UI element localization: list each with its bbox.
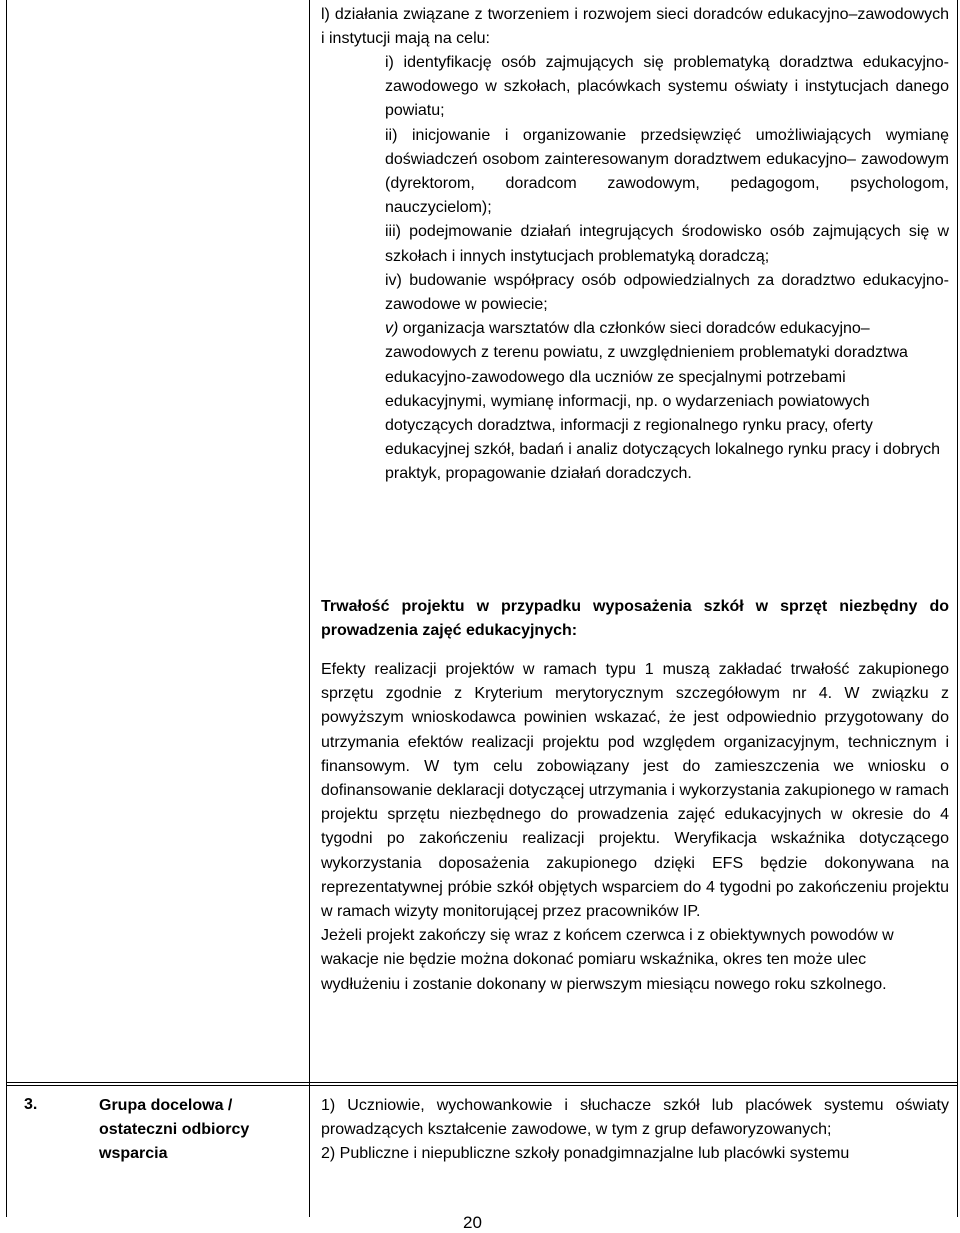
list-item-ii: ii) inicjowanie i organizowanie przedsięwzięć umożliwiających wymianę doświadczeń osobom zainteresowanym doradztwem edukacyjno– zawodowym (dyrektorom, doradcom zawodowym, pedagogom, psychologom, nauczycielom); [385,126,949,217]
target-group-item-2: 2) Publiczne i niepubliczne szkoły ponadgimnazjalne lub placówki systemu [321,1145,850,1163]
target-group-item-1: 1) Uczniowie, wychowankowie i słuchacze szkół lub placówek systemu oświaty prowadzących kształcenie zawodowe, w tym z grup defaworyzowanych; [321,1097,949,1139]
table-row-divider [6,1082,958,1083]
table-border-left [6,0,7,1217]
durability-heading: Trwałość projektu w przypadku wyposażenia szkół w sprzęt niezbędny do prowadzenia zajęć edukacyjnych: [321,598,949,640]
section-l-list [385,51,949,487]
list-item-v-marker: v) [385,320,399,338]
table-row-divider-2 [6,1085,958,1086]
durability-paragraph-1: Efekty realizacji projektów w ramach typu 1 muszą zakładać trwałość zakupionego sprzętu zgodnie z Kryterium merytorycznym szczegółowym nr 4. W związku z powyższym wnioskodawca powinien wskazać, że jest odpowiednio przygotowany do utrzymania efektów realizacji projektu pod względem organizacyjnym, technicznym i finansowym. W tym celu zobowiązany jest do zamieszczenia we wniosku o dofinansowanie deklaracji dotyczącej utrzymania i wykorzystania zakupionego w ramach projektu sprzętu niezbędnego do prowadzenia zajęć edukacyjnych w okresie do 4 tygodni po zakończeniu realizacji projektu. Weryfikacja wskaźnika dotyczącego wykorzystania doposażenia zakupionego dzięki EFS będzie dokonywana na reprezentatywnej próbie szkół objętych wsparciem do 4 tygodni po zakończeniu projektu w ramach wizyty monitorującej przez pracowników IP. [321,661,949,921]
list-item-iv: iv) budowanie współpracy osób odpowiedzialnych za doradztwo edukacyjno-zawodowe w powiecie; [385,271,949,314]
table-border-right [957,0,958,1217]
row-title: Grupa docelowa / ostateczni odbiorcy wsparcia [99,1097,250,1162]
target-group-list [321,1094,949,1167]
row-number: 3. [24,1096,38,1113]
durability-body [321,658,949,997]
table-column-divider [309,0,310,1217]
list-item-i: i) identyfikację osób zajmujących się problematyką doradztwa edukacyjno-zawodowego w szkołach, placówkach systemu oświaty i instytucjach danego powiatu; [385,54,949,120]
page-number: 20 [463,1213,482,1232]
list-item-iii: iii) podejmowanie działań integrujących środowisko osób zajmujących się w szkołach i innych instytucjach problematyką doradczą; [385,223,949,265]
durability-paragraph-2: Jeżeli projekt zakończy się wraz z końcem czerwca i z obiektywnych powodów w wakacje nie będzie można dokonać pomiaru wskaźnika, okres ten może ulec wydłużeniu i zostanie dokonany w pierwszym miesiącu nowego roku szkolnego. [321,927,894,993]
section-l-intro: l) działania związane z tworzeniem i rozwojem sieci doradców edukacyjno–zawodowych i instytucji mają na celu: [321,6,949,48]
list-item-v: v) organizacja warsztatów dla członków sieci doradców edukacyjno–zawodowych z terenu powiatu, z uwzględnieniem problematyki doradztwa edukacyjno-zawodowego dla uczniów ze specjalnymi potrzebami edukacyjnymi, wymianę informacji, np. o wydarzeniach powiatowych dotyczących doradztwa, informacji z regionalnego rynku pracy, oferty edukacyjnej szkół, badań i analiz dotyczących lokalnego rynku pracy i dobrych praktyk, propagowanie działań doradczych. [385,320,940,483]
